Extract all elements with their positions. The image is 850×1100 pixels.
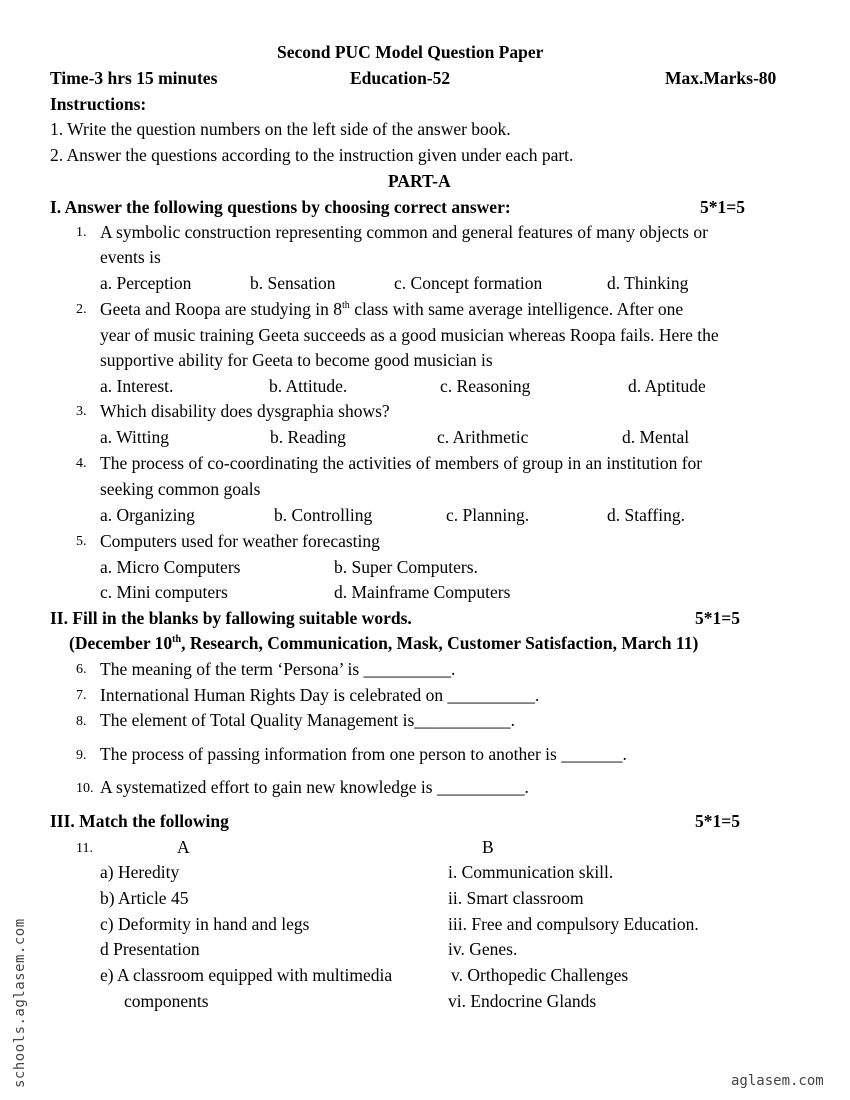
match-a-item: a) Heredity [100,862,180,882]
question-text: International Human Rights Day is celebrated on __________. [100,685,540,705]
option: c. Reasoning [440,376,531,396]
question-number: 2. [76,302,87,317]
question-text: A symbolic construction representing common and general features of many objects or [100,222,708,242]
match-a-item: components [124,991,209,1011]
option: c. Planning. [446,505,530,525]
exam-subject: Education-52 [350,68,451,88]
option: d. Mental [622,427,690,447]
match-a-item: e) A classroom equipped with multimedia [100,965,393,985]
question-text: Computers used for weather forecasting [100,531,380,551]
option: a. Witting [100,427,169,447]
question-text: The process of passing information from one person to another is _______. [100,744,627,764]
question-text: A systematized effort to gain new knowledge is __________. [100,777,529,797]
option: a. Micro Computers [100,557,241,577]
question-number: 8. [76,714,87,729]
section-3-marks: 5*1=5 [695,811,740,831]
superscript: th [342,300,350,312]
question-text: year of music training Geeta succeeds as a good musician whereas Roopa fails. Here the [100,325,719,345]
question-text: seeking common goals [100,479,261,499]
option: b. Reading [270,427,346,447]
match-b-item: iii. Free and compulsory Education. [448,914,699,934]
question-number: 10. [76,781,94,796]
exam-time: Time-3 hrs 15 minutes [50,68,218,88]
match-b-item: ii. Smart classroom [448,888,584,908]
instruction-item: 1. Write the question numbers on the left side of the answer book. [50,119,511,139]
section-2-heading: II. Fill in the blanks by fallowing suitable words. [50,608,412,628]
section-1-marks: 5*1=5 [700,197,745,217]
option: b. Attitude. [269,376,348,396]
watermark-left: schools.aglasem.com [12,918,28,1088]
question-number: 1. [76,225,87,240]
option: a. Perception [100,273,192,293]
superscript: th [172,634,182,646]
section-2-marks: 5*1=5 [695,608,740,628]
instructions-heading: Instructions: [50,94,147,114]
part-a-title: PART-A [388,171,451,191]
option: c. Concept formation [394,273,543,293]
question-number: 6. [76,662,87,677]
option: b. Super Computers. [334,557,478,577]
match-a-item: d Presentation [100,939,200,959]
column-a-header: A [177,837,190,857]
option: a. Interest. [100,376,174,396]
option: d. Mainframe Computers [334,582,511,602]
question-text: Geeta and Roopa are studying in 8th class with same average intelligence. After one [100,299,684,319]
question-number: 9. [76,748,87,763]
match-a-item: c) Deformity in hand and legs [100,914,310,934]
watermark-bottom-right: aglasem.com [731,1073,824,1089]
question-text: Which disability does dysgraphia shows? [100,401,390,421]
question-number: 7. [76,688,87,703]
option: d. Aptitude [628,376,706,396]
match-b-item: iv. Genes. [448,939,518,959]
question-text: The meaning of the term ‘Persona’ is __________. [100,659,456,679]
option: b. Sensation [250,273,336,293]
match-b-item: i. Communication skill. [448,862,614,882]
question-number: 4. [76,456,87,471]
word-bank: (December 10th, Research, Communication, Mask, Customer Satisfaction, March 11) [69,633,699,653]
match-b-item: v. Orthopedic Challenges [451,965,629,985]
match-a-item: b) Article 45 [100,888,189,908]
question-text: The element of Total Quality Management is___________. [100,710,515,730]
option: a. Organizing [100,505,195,525]
option: d. Thinking [607,273,689,293]
question-text: events is [100,247,161,267]
option: d. Staffing. [607,505,685,525]
instruction-item: 2. Answer the questions according to the instruction given under each part. [50,145,574,165]
option: c. Mini computers [100,582,228,602]
section-1-heading: I. Answer the following questions by choosing correct answer: [50,197,511,217]
question-number: 5. [76,534,87,549]
page-title: Second PUC Model Question Paper [277,42,544,62]
option: b. Controlling [274,505,373,525]
option: c. Arithmetic [437,427,529,447]
section-3-heading: III. Match the following [50,811,229,831]
column-b-header: B [482,837,494,857]
max-marks: Max.Marks-80 [665,68,777,88]
match-b-item: vi. Endocrine Glands [448,991,597,1011]
question-text: The process of co-coordinating the activities of members of group in an institution for [100,453,703,473]
question-number: 11. [76,841,93,856]
question-number: 3. [76,404,87,419]
question-text: supportive ability for Geeta to become good musician is [100,350,493,370]
